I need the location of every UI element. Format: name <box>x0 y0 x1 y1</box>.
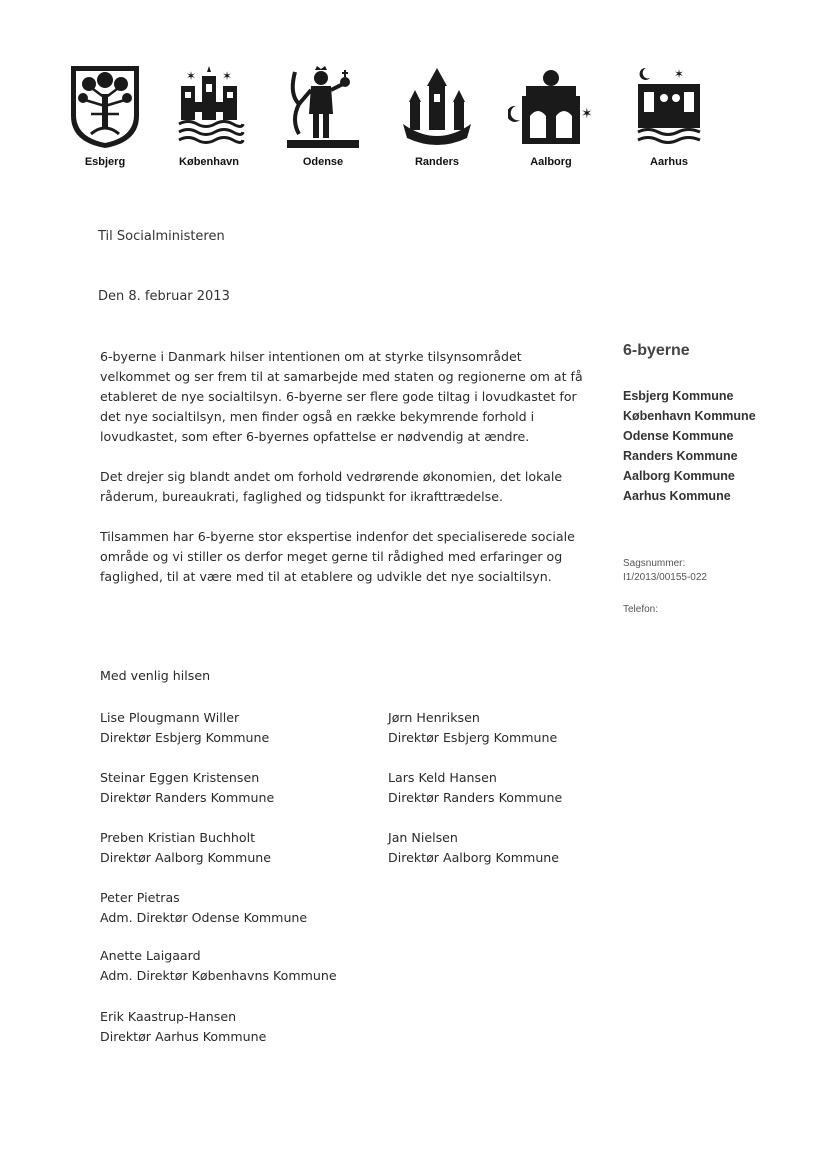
signature-name: Steinar Eggen Kristensen <box>100 770 260 785</box>
signature-block <box>100 768 274 808</box>
signature-name: Peter Pietras <box>100 890 180 905</box>
coat-of-arms-row <box>60 64 720 176</box>
svg-text:✶: ✶ <box>674 67 685 81</box>
signature-block <box>100 946 337 986</box>
logo-odense <box>278 64 368 168</box>
signature-block <box>100 708 269 748</box>
signature-title: Direktør Aarhus Kommune <box>100 1029 267 1044</box>
signature-title: Direktør Aalborg Kommune <box>100 850 272 865</box>
signature-name: Anette Laigaard <box>100 948 201 963</box>
logo-aarhus <box>624 64 714 168</box>
signature-name: Jan Nielsen <box>388 830 458 845</box>
signature-title: Direktør Esbjerg Kommune <box>100 730 270 745</box>
letter-addressee: Til Socialministeren <box>98 229 225 244</box>
signature-block <box>388 828 559 868</box>
letter-paragraph: Det drejer sig blandt andet om forhold vedrørende økonomien, det lokale råderum, bureaukrati, faglighed og tidspunkt for ikrafttrædelse. <box>100 469 563 504</box>
svg-text:✶: ✶ <box>222 69 233 83</box>
signature-name: Preben Kristian Buchholt <box>100 830 256 845</box>
case-number-label: Sagsnummer: <box>623 558 686 569</box>
aarhus-coat-of-arms-icon <box>634 64 704 150</box>
esbjerg-coat-of-arms-icon <box>69 64 141 150</box>
signature-block <box>100 1007 266 1047</box>
svg-text:✶: ✶ <box>581 106 593 122</box>
odense-coat-of-arms-icon <box>285 64 361 150</box>
signature-title: Direktør Randers Kommune <box>100 790 275 805</box>
sidebar-municipality: Esbjerg Kommune <box>623 389 734 403</box>
case-number-block <box>623 557 707 585</box>
sidebar-municipality: København Kommune <box>623 409 756 423</box>
aalborg-coat-of-arms-icon <box>508 64 594 150</box>
signature-block <box>388 708 557 748</box>
logo-label: Aalborg <box>530 156 572 168</box>
logo-esbjerg <box>60 64 150 168</box>
logo-label: Aarhus <box>650 156 688 168</box>
signature-title: Direktør Aalborg Kommune <box>388 850 560 865</box>
logo-kobenhavn <box>164 64 254 168</box>
logo-label: København <box>179 156 239 168</box>
letter-date: Den 8. februar 2013 <box>98 289 230 304</box>
logo-aalborg <box>506 64 596 168</box>
case-number-value: I1/2013/00155-022 <box>623 572 707 583</box>
signature-block <box>388 768 562 808</box>
signature-title: Adm. Direktør Odense Kommune <box>100 910 308 925</box>
sender-sidebar <box>623 342 813 506</box>
sidebar-municipality: Odense Kommune <box>623 429 734 443</box>
kobenhavn-coat-of-arms-icon <box>173 64 245 150</box>
signature-block <box>100 828 271 868</box>
signature-name: Lise Plougmann Willer <box>100 710 240 725</box>
signature-name: Jørn Henriksen <box>388 710 480 725</box>
sidebar-municipality: Aalborg Kommune <box>623 469 735 483</box>
signature-block <box>100 888 307 928</box>
phone-label: Telefon: <box>623 604 659 615</box>
randers-coat-of-arms-icon <box>399 64 475 150</box>
letter-closing: Med venlig hilsen <box>100 668 211 683</box>
signature-title: Adm. Direktør Københavns Kommune <box>100 968 337 983</box>
logo-label: Esbjerg <box>84 156 126 168</box>
signature-name: Lars Keld Hansen <box>388 770 497 785</box>
sidebar-municipality: Aarhus Kommune <box>623 489 731 503</box>
signature-name: Erik Kaastrup-Hansen <box>100 1009 237 1024</box>
logo-label: Odense <box>302 156 344 168</box>
letter-paragraph: Tilsammen har 6-byerne stor ekspertise indenfor det specialiserede sociale område og vi stiller os derfor meget gerne til rådighed med erfaringer og faglighed, til at være med til at etablere og udvikle det nye socialtilsyn. <box>100 529 575 584</box>
logo-label: Randers <box>414 156 460 168</box>
sidebar-municipality: Randers Kommune <box>623 449 738 463</box>
svg-text:✶: ✶ <box>186 69 197 83</box>
letter-body <box>100 347 590 607</box>
letter-paragraph: 6-byerne i Danmark hilser intentionen om at styrke tilsynsområdet velkommet og ser frem til at samarbejde med staten og regionerne om at få etableret de nye socialtilsyn. 6-byerne ser flere gode tiltag i lovudkastet for det nye socialtilsyn, men finder også en række bekymrende forhold i lovudkastet, som efter 6-byernes opfattelse er nødvendig at ændre. <box>100 349 583 444</box>
signature-title: Direktør Esbjerg Kommune <box>388 730 558 745</box>
signature-title: Direktør Randers Kommune <box>388 790 563 805</box>
logo-randers <box>392 64 482 168</box>
sidebar-title: 6-byerne <box>623 342 690 359</box>
